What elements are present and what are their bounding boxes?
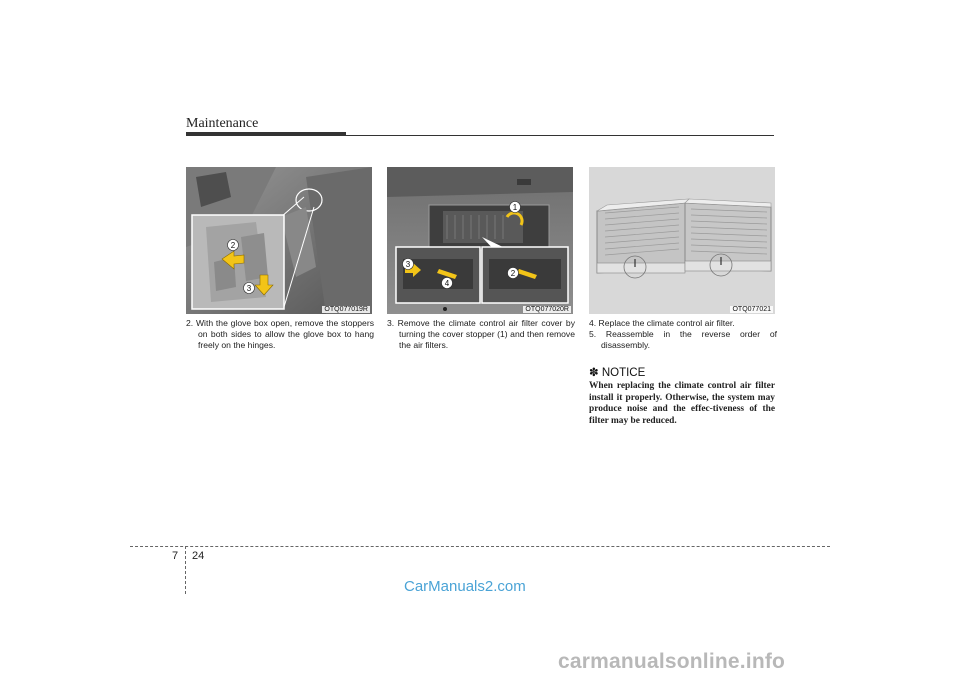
figure-code: OTQ077021	[732, 306, 771, 313]
callout-2: 2	[510, 269, 516, 278]
callout-1: 1	[512, 203, 518, 212]
callout-2: 2	[230, 241, 236, 250]
step-5-paragraph: 5. Reassemble in the reverse order of disassembly.	[589, 329, 777, 350]
filter-cover-illustration	[387, 167, 573, 314]
glove-box-illustration	[186, 167, 372, 314]
step-2-paragraph: 2. With the glove box open, remove the stoppers on both sides to allow the glove box to hang freely on the hinges.	[186, 318, 374, 350]
air-filters-illustration	[589, 167, 775, 314]
callout-3: 3	[405, 260, 411, 269]
figure-code: OTQ077019R	[324, 306, 368, 313]
footer-rule	[130, 546, 830, 547]
page-number: 24	[192, 550, 205, 562]
step-4-5-text	[589, 318, 777, 351]
header-title: Maintenance	[186, 116, 259, 131]
page-chapter: 7	[172, 550, 179, 562]
figure-code: OTQ077020R	[525, 306, 569, 313]
footer-divider	[185, 546, 186, 594]
figure-air-filters	[589, 167, 775, 314]
notice-body: When replacing the climate control air filter install it properly. Otherwise, the system may produce noise and the effec-tiveness of the filter may be reduced.	[589, 381, 775, 426]
step-4-paragraph: 4. Replace the climate control air filter.	[589, 318, 735, 328]
watermark-text: carmanualsonline.info	[558, 650, 786, 673]
figure-glove-box	[186, 167, 372, 314]
header-rule-thin	[186, 135, 774, 136]
callout-3: 3	[246, 284, 252, 293]
callout-4: 4	[444, 279, 450, 288]
step-3-paragraph: 3. Remove the climate control air filter cover by turning the cover stopper (1) and then remove the air filters.	[387, 318, 575, 350]
watermark-link[interactable]: CarManuals2.com	[404, 578, 526, 595]
step-2-text	[186, 318, 374, 351]
step-3-text	[387, 318, 575, 351]
figure-filter-cover	[387, 167, 573, 314]
notice-title: ✽ NOTICE	[589, 367, 646, 379]
